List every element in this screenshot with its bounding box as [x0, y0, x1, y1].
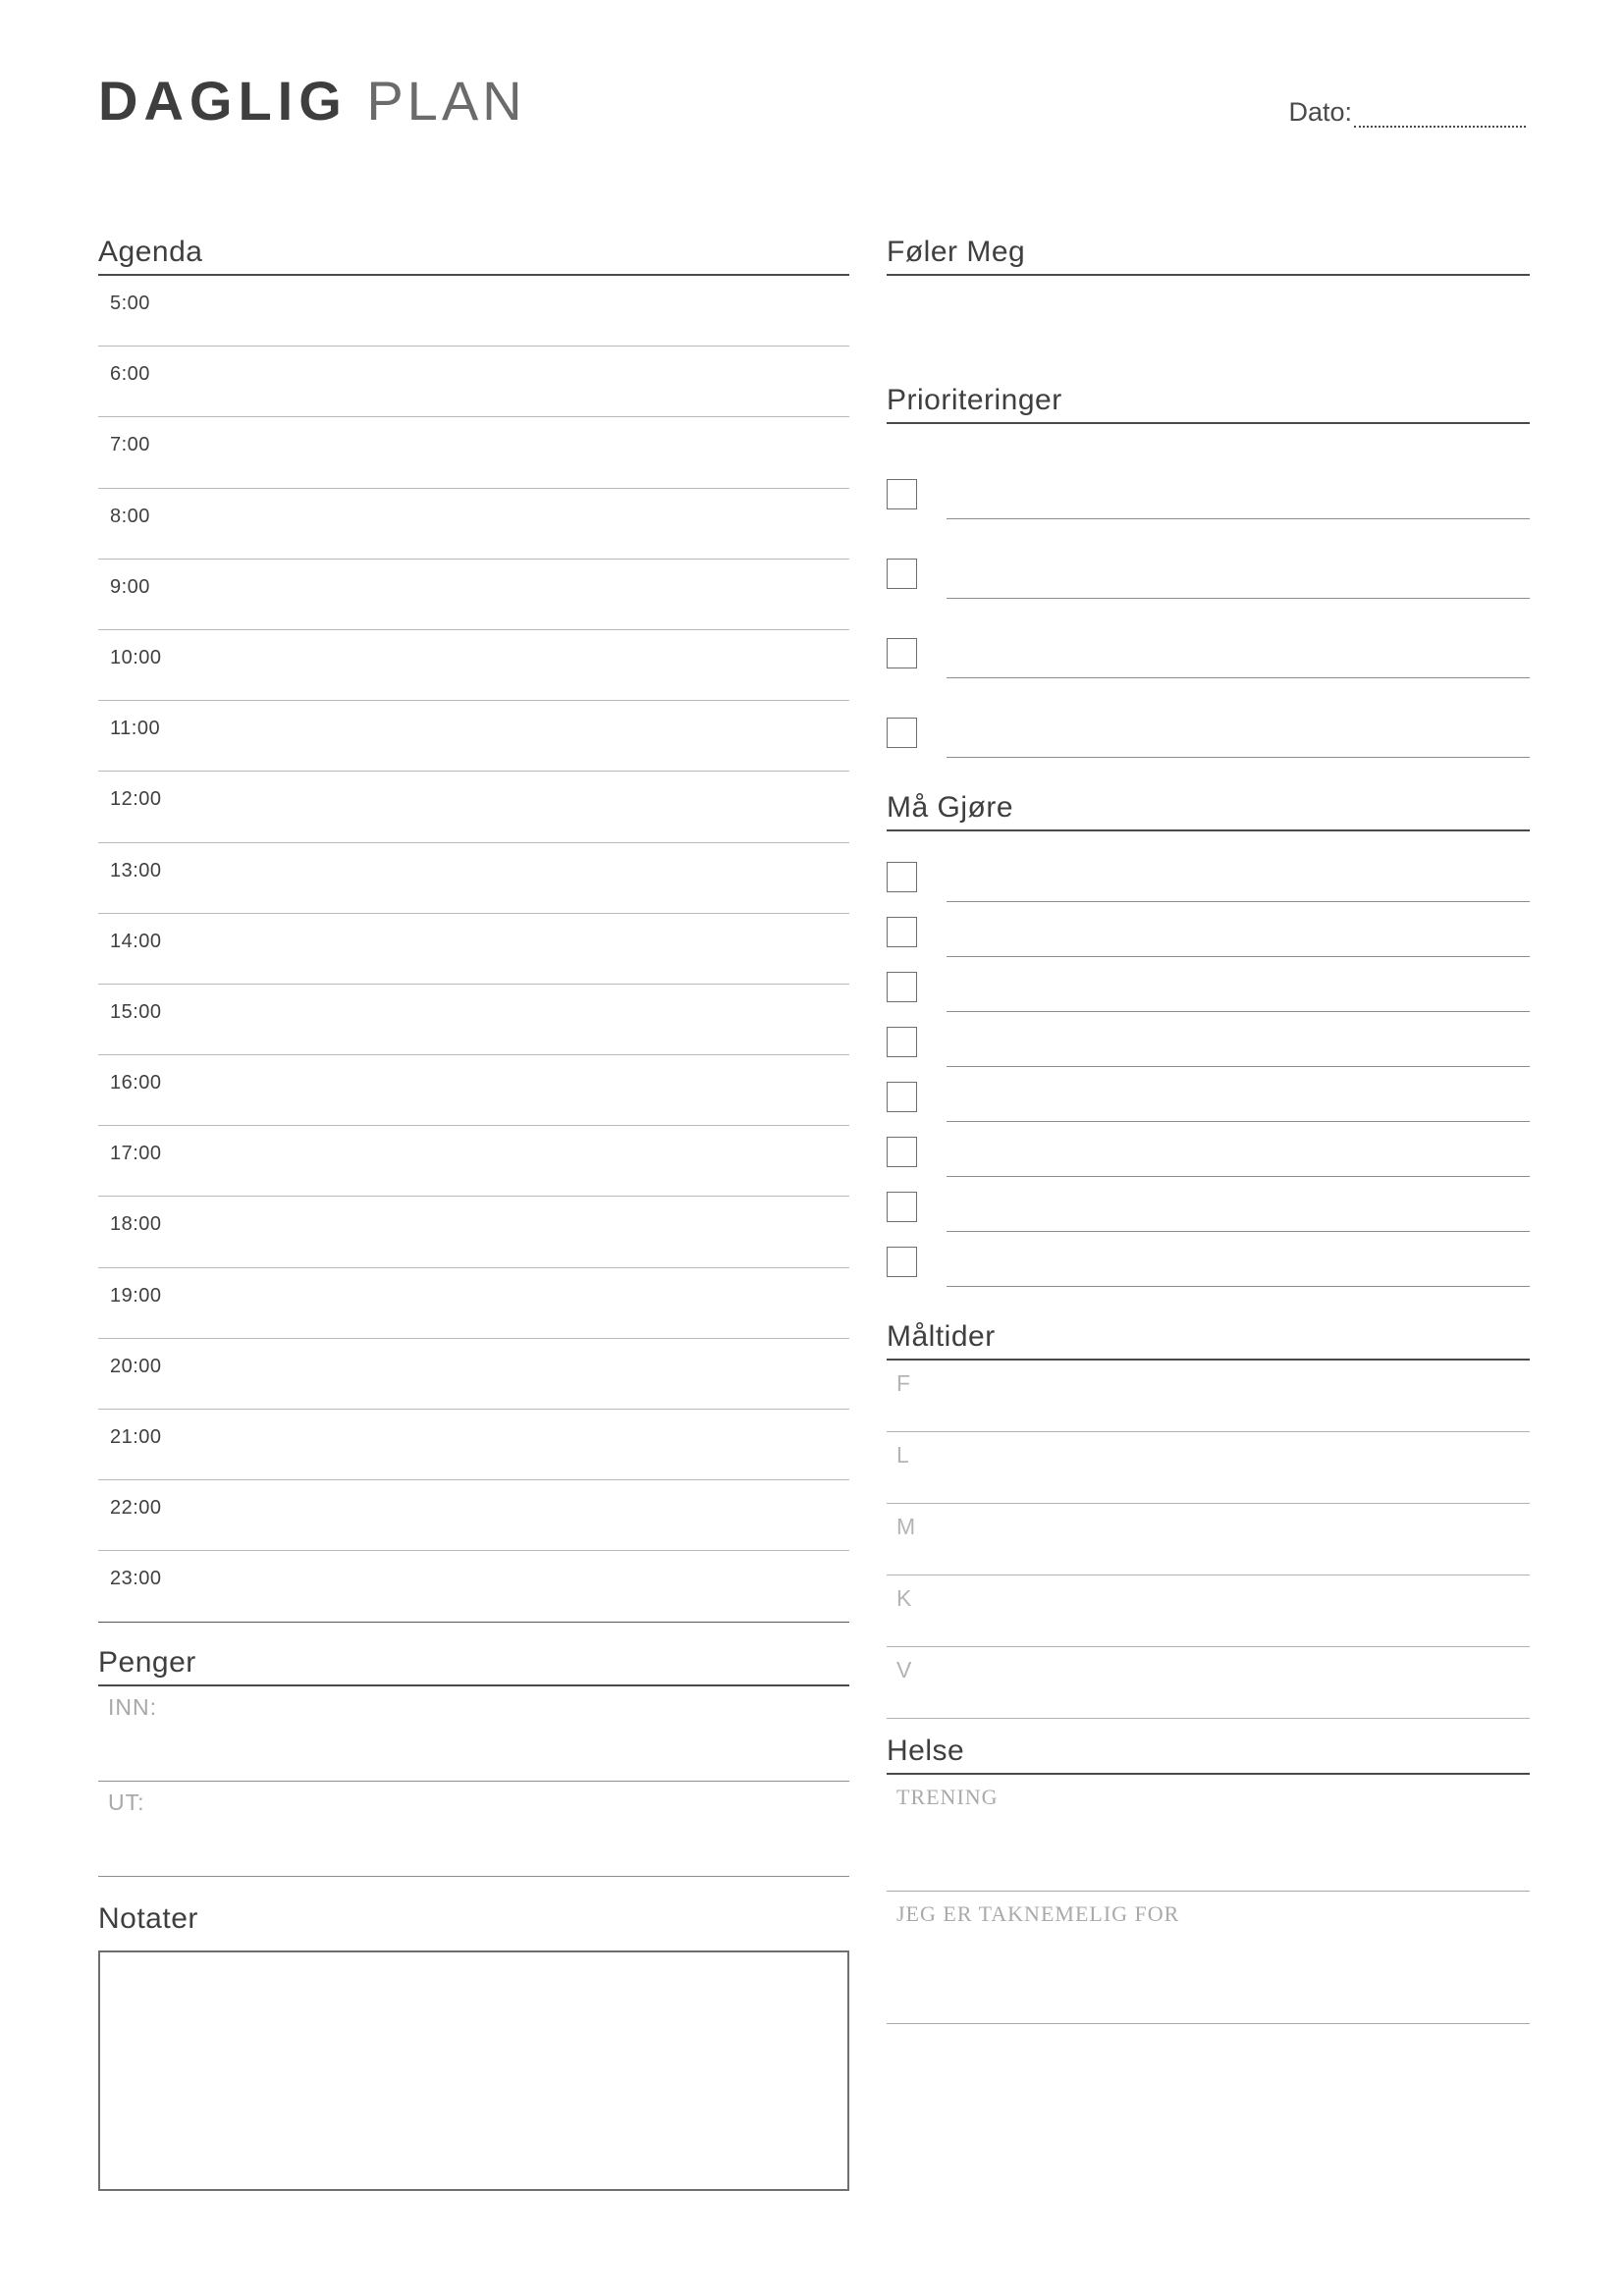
todo-item[interactable]: [887, 1177, 1530, 1232]
notater-heading: Notater: [98, 1901, 198, 1935]
todo-item[interactable]: [887, 902, 1530, 957]
agenda-row[interactable]: [98, 1480, 849, 1551]
page-title-light: PLAN: [366, 70, 526, 132]
spacer: [887, 1287, 1530, 1320]
spacer: [887, 1719, 1530, 1735]
agenda-time: 13:00: [110, 859, 162, 881]
checkbox-icon[interactable]: [887, 972, 917, 1002]
foler-meg-section: [887, 236, 1530, 384]
penger-heading: Penger: [98, 1645, 196, 1679]
meal-row[interactable]: [887, 1504, 1530, 1575]
agenda-time: 14:00: [110, 930, 162, 952]
meal-row[interactable]: [887, 1361, 1530, 1432]
trening-label: TRENING: [896, 1785, 999, 1809]
priority-item[interactable]: [887, 440, 1530, 519]
todo-item[interactable]: [887, 1122, 1530, 1177]
agenda-row[interactable]: [98, 985, 849, 1055]
todo-item[interactable]: [887, 1232, 1530, 1287]
foler-meg-heading: Føler Meg: [887, 236, 1026, 268]
meal-row[interactable]: [887, 1647, 1530, 1719]
agenda-row[interactable]: [98, 417, 849, 488]
spacer: [887, 831, 1530, 847]
agenda-row[interactable]: [98, 843, 849, 914]
page-title: [98, 70, 526, 132]
agenda-time: 23:00: [110, 1568, 162, 1590]
agenda-time: 21:00: [110, 1426, 162, 1448]
meal-label: F: [896, 1370, 911, 1396]
agenda-time: 17:00: [110, 1143, 162, 1165]
meal-row[interactable]: [887, 1432, 1530, 1504]
spacer: [887, 758, 1530, 791]
checkbox-icon[interactable]: [887, 1082, 917, 1112]
trening-field[interactable]: [887, 1775, 1530, 1892]
date-input-line[interactable]: [1354, 100, 1526, 128]
meal-label: L: [896, 1442, 909, 1468]
gratitude-input-line[interactable]: [887, 2023, 1530, 2024]
spacer: [887, 424, 1530, 440]
agenda-time: 11:00: [110, 718, 161, 740]
date-label: Dato:: [1288, 97, 1352, 127]
todo-input-line[interactable]: [947, 1010, 1530, 1012]
agenda-row[interactable]: [98, 914, 849, 985]
date-field[interactable]: [1288, 97, 1526, 128]
agenda-row[interactable]: [98, 276, 849, 347]
agenda-time: 18:00: [110, 1213, 162, 1236]
meal-label: V: [896, 1657, 912, 1682]
agenda-time: 15:00: [110, 1000, 162, 1023]
notater-textarea[interactable]: [98, 1950, 849, 2191]
checkbox-icon[interactable]: [887, 1137, 917, 1167]
todo-input-line[interactable]: [947, 1285, 1530, 1287]
maltider-heading: Måltider: [887, 1320, 996, 1353]
agenda-time: 19:00: [110, 1284, 162, 1307]
agenda-row[interactable]: [98, 1268, 849, 1339]
todo-item[interactable]: [887, 847, 1530, 902]
meal-label: M: [896, 1514, 916, 1539]
agenda-heading: Agenda: [98, 236, 203, 268]
agenda-time: 12:00: [110, 788, 162, 811]
helse-heading: Helse: [887, 1735, 965, 1767]
agenda-row[interactable]: [98, 1551, 849, 1622]
agenda-time: 8:00: [110, 505, 150, 527]
left-column: [98, 236, 849, 2191]
agenda-time: 9:00: [110, 575, 150, 598]
todo-input-line[interactable]: [947, 1120, 1530, 1122]
agenda-row[interactable]: [98, 1055, 849, 1126]
agenda-row[interactable]: [98, 347, 849, 417]
todo-input-line[interactable]: [947, 1065, 1530, 1067]
penger-section: [98, 1646, 849, 1877]
todo-input-line[interactable]: [947, 900, 1530, 902]
maltider-section: [887, 1320, 1530, 1719]
todo-item[interactable]: [887, 1012, 1530, 1067]
gratitude-field[interactable]: [887, 1892, 1530, 2024]
checkbox-icon[interactable]: [887, 862, 917, 892]
page-header: [98, 70, 1526, 162]
agenda-row[interactable]: [98, 560, 849, 630]
agenda-time: 5:00: [110, 293, 150, 314]
priority-input-line[interactable]: [947, 756, 1530, 758]
agenda-time: 16:00: [110, 1072, 162, 1095]
checkbox-icon[interactable]: [887, 917, 917, 947]
penger-row-ut[interactable]: [98, 1782, 849, 1877]
checkbox-icon[interactable]: [887, 718, 917, 748]
ma-gjore-heading: Må Gjøre: [887, 791, 1014, 824]
meal-row[interactable]: [887, 1575, 1530, 1647]
priority-input-line[interactable]: [947, 597, 1530, 599]
agenda-row[interactable]: [98, 1126, 849, 1197]
penger-label-ut: UT:: [108, 1789, 145, 1815]
agenda-row[interactable]: [98, 701, 849, 772]
agenda-row[interactable]: [98, 489, 849, 560]
prioriteringer-section: [887, 384, 1530, 758]
notater-section: [98, 1902, 849, 2191]
checkbox-icon[interactable]: [887, 479, 917, 509]
agenda-row[interactable]: [98, 630, 849, 701]
todo-input-line[interactable]: [947, 1230, 1530, 1232]
agenda-time: 20:00: [110, 1355, 162, 1377]
todo-item[interactable]: [887, 957, 1530, 1012]
priority-item[interactable]: [887, 678, 1530, 758]
right-column: [887, 236, 1530, 2024]
agenda-row[interactable]: [98, 1197, 849, 1267]
priority-input-line[interactable]: [947, 676, 1530, 678]
todo-input-line[interactable]: [947, 1175, 1530, 1177]
todo-input-line[interactable]: [947, 955, 1530, 957]
todo-item[interactable]: [887, 1067, 1530, 1122]
agenda-row[interactable]: [98, 772, 849, 842]
agenda-row[interactable]: [98, 1339, 849, 1410]
page-title-bold: DAGLIG: [98, 70, 348, 132]
priority-item[interactable]: [887, 599, 1530, 678]
priority-input-line[interactable]: [947, 517, 1530, 519]
checkbox-icon[interactable]: [887, 1027, 917, 1057]
prioriteringer-heading: Prioriteringer: [887, 384, 1062, 416]
agenda-time: 7:00: [110, 434, 150, 456]
gratitude-label: JEG ER TAKNEMELIG FOR: [896, 1901, 1180, 1926]
agenda-list: [98, 276, 849, 1623]
checkbox-icon[interactable]: [887, 559, 917, 589]
checkbox-icon[interactable]: [887, 638, 917, 668]
checkbox-icon[interactable]: [887, 1192, 917, 1222]
priority-item[interactable]: [887, 519, 1530, 599]
helse-section: [887, 1735, 1530, 2024]
checkbox-icon[interactable]: [887, 1247, 917, 1277]
penger-row-inn[interactable]: [98, 1686, 849, 1782]
ma-gjore-section: [887, 791, 1530, 1287]
foler-meg-input-area[interactable]: [887, 276, 1530, 384]
penger-label-inn: INN:: [108, 1693, 157, 1720]
agenda-time: 22:00: [110, 1497, 162, 1520]
agenda-section: [98, 236, 849, 1623]
agenda-row[interactable]: [98, 1410, 849, 1480]
meal-label: K: [896, 1585, 912, 1611]
agenda-time: 6:00: [110, 363, 150, 386]
agenda-time: 10:00: [110, 646, 162, 668]
